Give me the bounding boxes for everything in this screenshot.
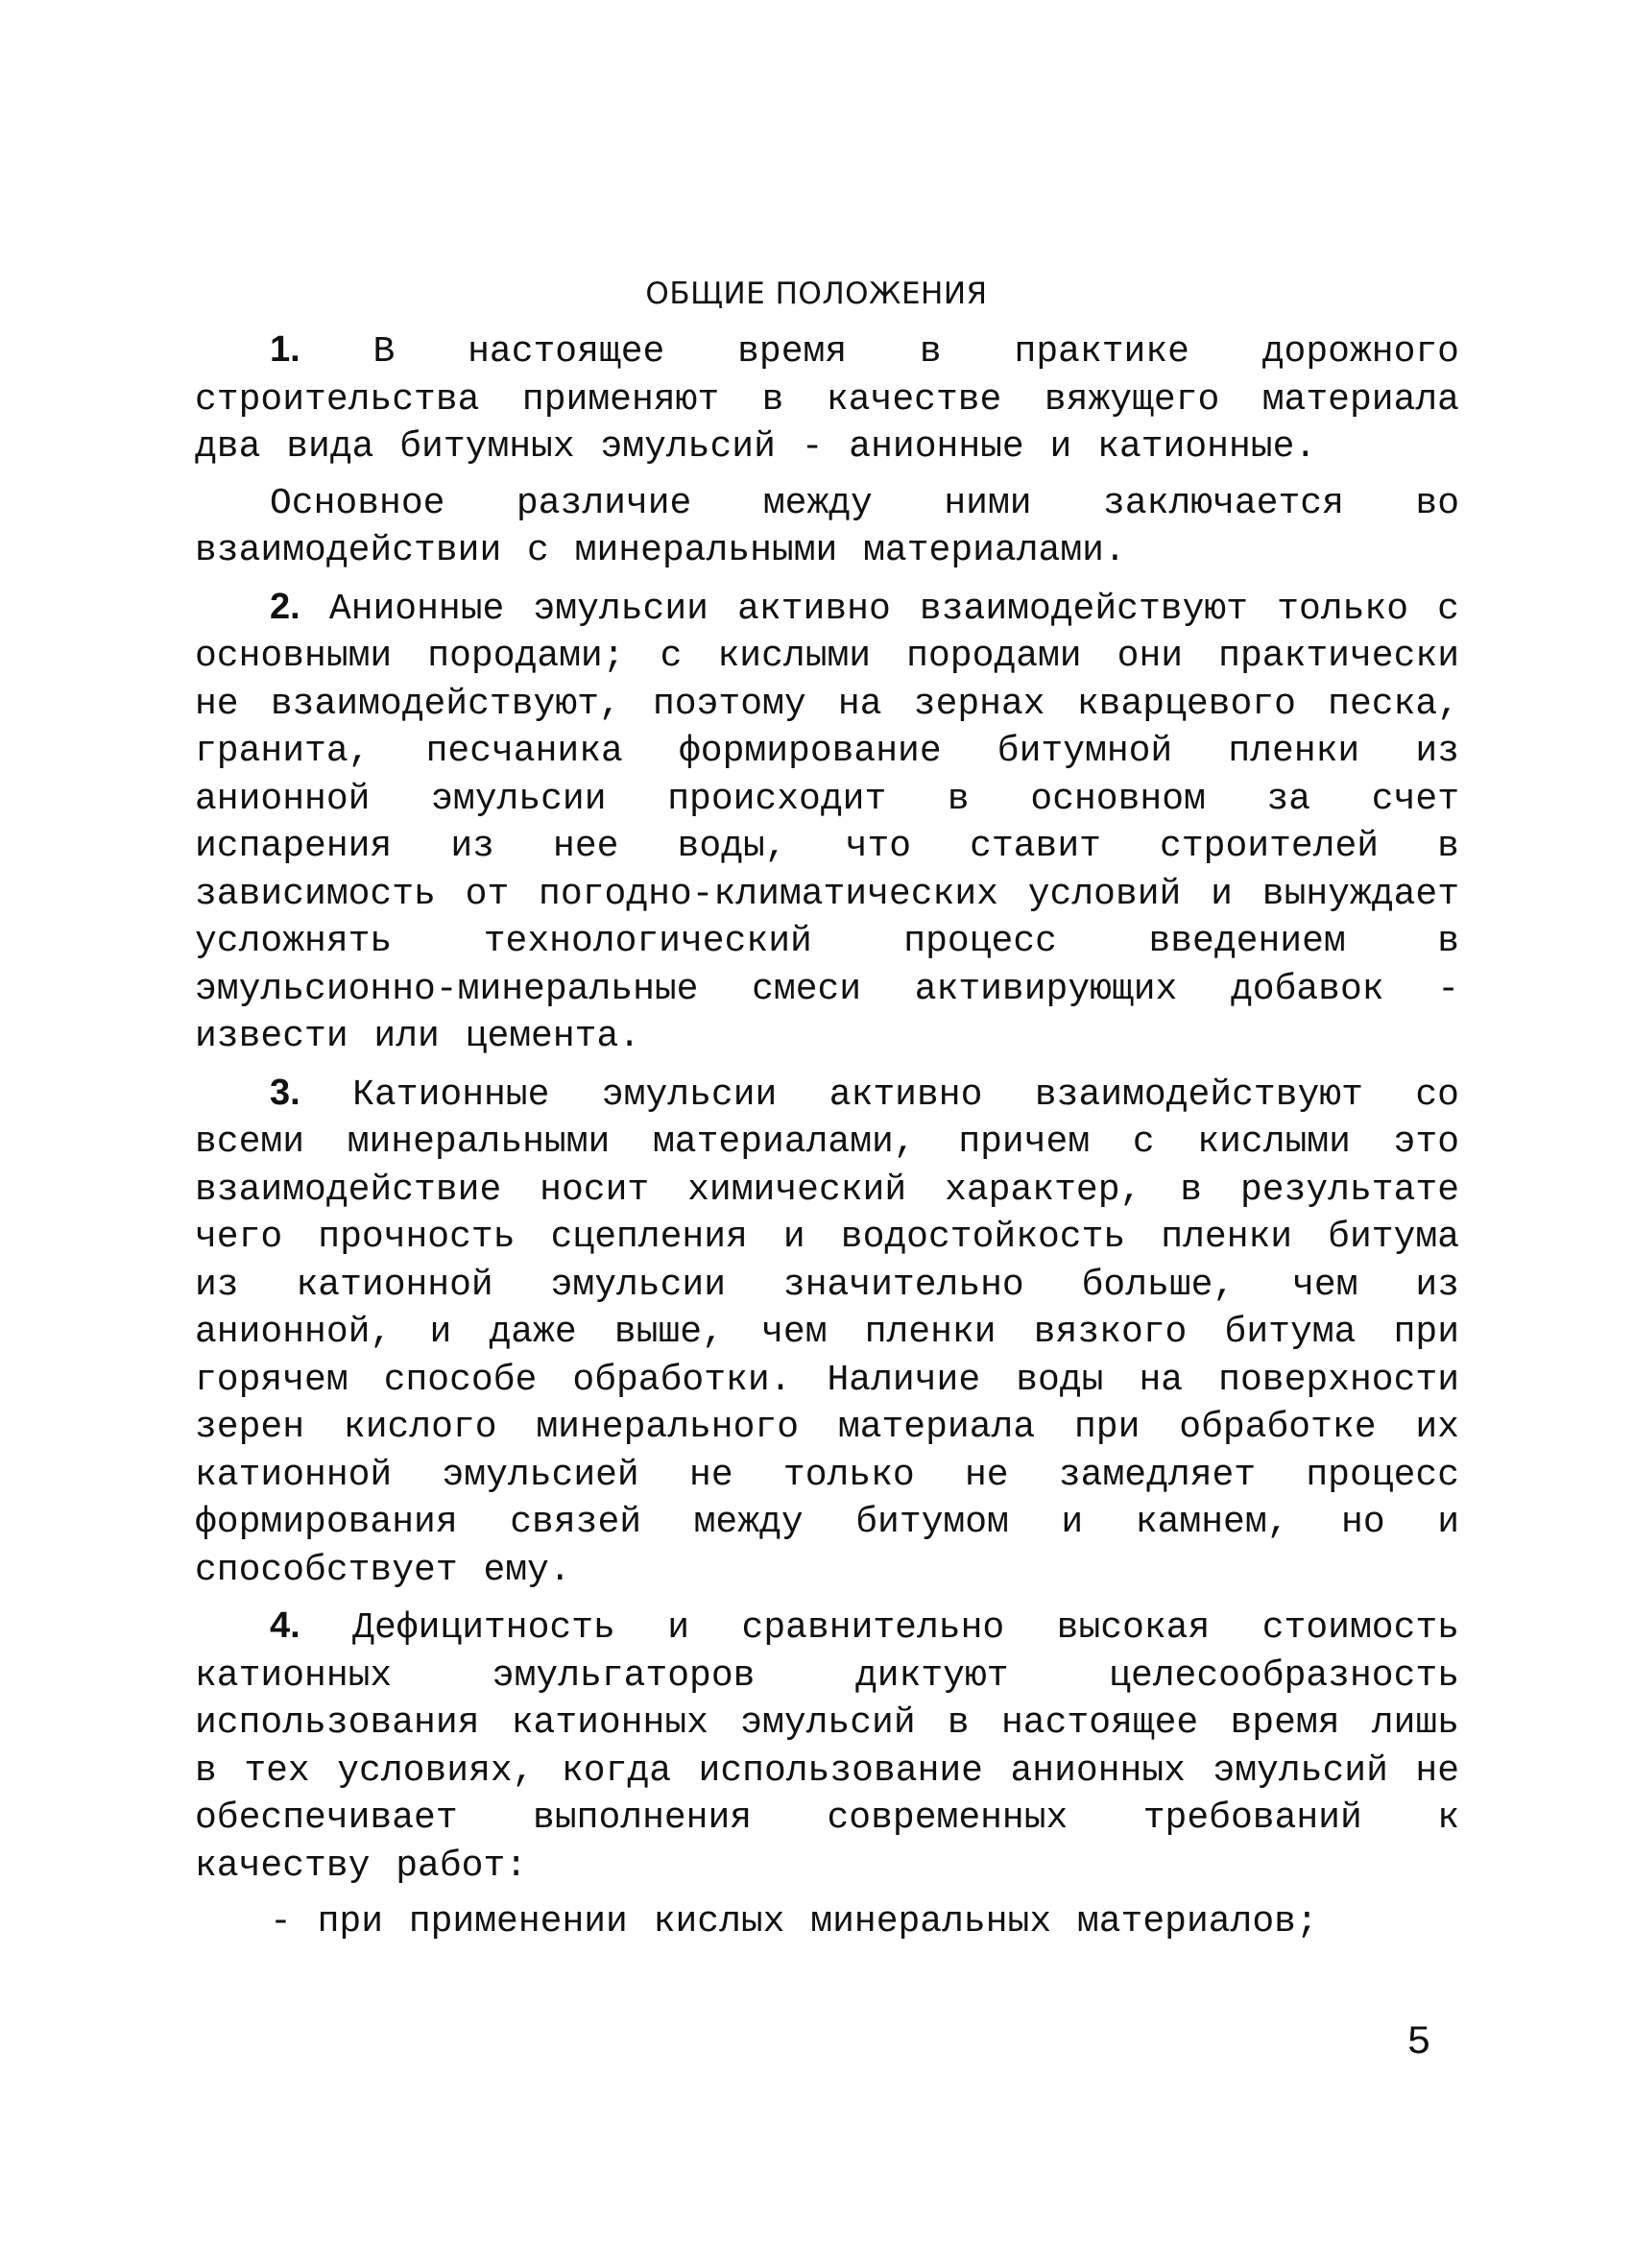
paragraph-number: 2. <box>270 586 300 627</box>
paragraph-number: 1. <box>270 329 300 370</box>
paragraph-text: - при применении кислых минеральных материалов; <box>270 1901 1318 1942</box>
paragraph-1-continued <box>195 480 1459 575</box>
paragraph-text: Дефицитность и сравнительно высокая стоимость катионных эмульгаторов диктуют целесообразность использования катионных эмульсий в настоящее время лишь в тех условиях, когда использование анионных эмульсий не обеспечивает выполнения современных требований к качеству работ: <box>195 1607 1459 1887</box>
paragraph-number: 4. <box>270 1605 300 1646</box>
paragraph-text: Катионные эмульсии активно взаимодействуют со всеми минеральными материалами, причем с кислыми это взаимодействие носит химический характер, в результате чего прочность сцепления и водостойкость пленки битума из катионной эмульсии значительно больше, чем из анионной, и даже выше, чем пленки вязкого битума при горячем способе обработки. Наличие воды на поверхности зерен кислого минерального материала при обработке их катионной эмульсией не только не замедляет процесс формирования связей между битумом и камнем, но и способствует ему. <box>195 1074 1459 1591</box>
page-number: 5 <box>1406 2019 1431 2065</box>
paragraph-1 <box>195 326 1459 471</box>
paragraph-3 <box>195 1070 1459 1595</box>
paragraph-text: В настоящее время в практике дорожного строительства применяют в качестве вяжущего материала два вида битумных эмульсий - анионные и катионные. <box>195 331 1459 468</box>
section-heading: ОБЩИЕ ПОЛОЖЕНИЯ <box>645 277 988 311</box>
list-item-acidic-materials <box>195 1898 1459 1946</box>
paragraph-4 <box>195 1603 1459 1890</box>
paragraph-number: 3. <box>270 1072 300 1113</box>
paragraph-2 <box>195 584 1459 1061</box>
paragraph-text: Анионные эмульсии активно взаимодействуют только с основными породами; с кислыми породами они практически не взаимодействуют, поэтому на зернах кварцевого песка, гранита, песчаника формирование битумной пленки из анионной эмульсии происходит в основном за счет испарения из нее воды, что ставит строителей в зависимость от погодно-климатических условий и вынуждает усложнять технологический процесс введением в эмульсионно-минеральные смеси активирующих добавок - извести или цемента. <box>195 588 1459 1057</box>
body-text <box>195 326 1459 1955</box>
paragraph-text: Основное различие между ними заключается во взаимодействии с минеральными материалами. <box>195 482 1459 571</box>
